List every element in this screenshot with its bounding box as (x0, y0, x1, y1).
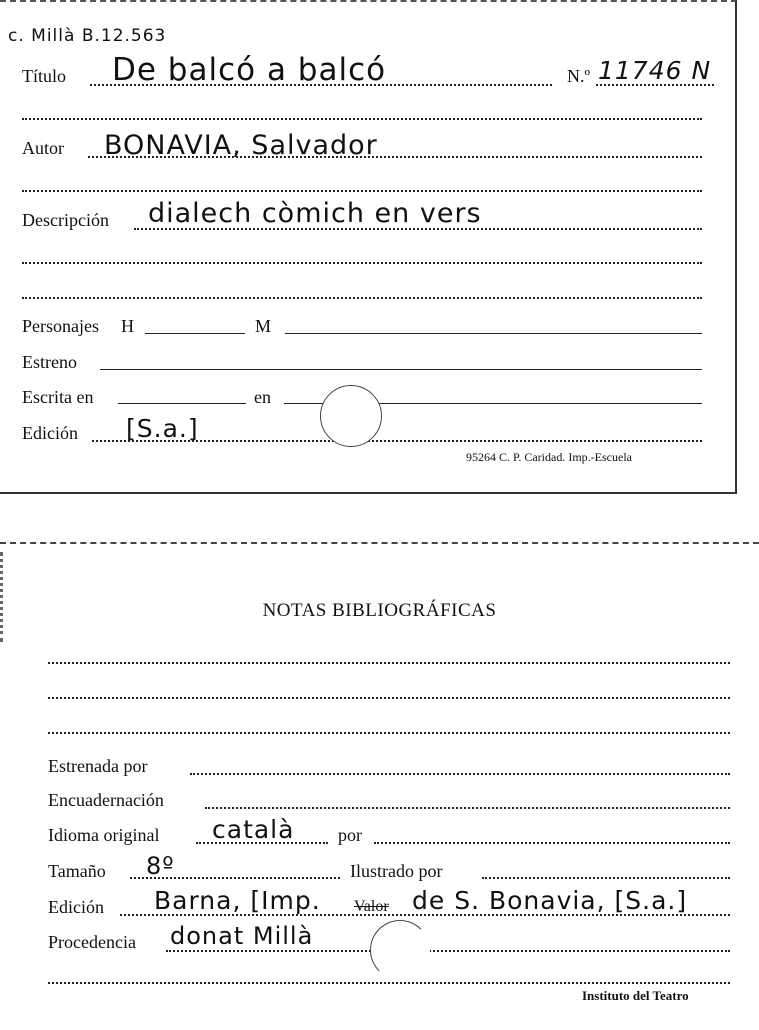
titulo-line (90, 84, 552, 86)
edicion-value: [S.a.] (126, 414, 199, 443)
tamano-label: Tamaño (48, 861, 106, 881)
por-line (374, 842, 730, 844)
procedencia-line (166, 950, 730, 952)
edicion2-struck: Valor (354, 898, 389, 915)
printer-credit: 95264 C. P. Caridad. Imp.-Escuela (466, 450, 632, 464)
edicion2-line (120, 914, 730, 916)
notas-line-1 (48, 662, 730, 664)
tamano-line (130, 877, 340, 879)
tamano-value: 8º (146, 852, 175, 880)
personajes-label: Personajes (22, 316, 99, 336)
descripcion-line-3 (22, 297, 702, 299)
escrita-label: Escrita en (22, 387, 94, 407)
procedencia-label: Procedencia (48, 932, 136, 952)
h-line (145, 333, 245, 334)
m-line (285, 333, 702, 334)
institution-label: Instituto del Teatro (582, 988, 689, 1003)
encuadernacion-label: Encuadernación (48, 790, 164, 810)
notas-line-3 (48, 732, 730, 734)
encuadernacion-line (205, 807, 730, 809)
estrenada-label: Estrenada por (48, 756, 148, 776)
edicion2-label: Edición (48, 897, 104, 917)
idioma-value: català (212, 815, 295, 844)
notas-heading: NOTAS BIBLIOGRÁFICAS (262, 600, 497, 621)
descripcion-value: dialech còmich en vers (148, 198, 482, 229)
idioma-label: Idioma original (48, 825, 160, 845)
m-label: M (255, 316, 272, 336)
procedencia-line-2 (48, 982, 730, 984)
notas-line-2 (48, 697, 730, 699)
titulo-line-2 (22, 118, 702, 120)
descripcion-label: Descripción (22, 210, 109, 230)
estrenada-line (190, 773, 730, 775)
numero-value: 11746 N (598, 56, 712, 85)
edicion2-value-a: Barna, [Imp. (154, 886, 321, 915)
descripcion-line (134, 228, 702, 230)
edicion-label: Edición (22, 423, 78, 443)
autor-line-2 (22, 190, 702, 192)
idioma-line (196, 842, 328, 844)
edicion2-value-b: de S. Bonavia, [S.a.] (412, 886, 688, 915)
autor-value: BONAVIA, Salvador (104, 130, 378, 161)
autor-label: Autor (22, 138, 64, 158)
titulo-label: Título (22, 66, 66, 86)
numero-label: N.º (567, 66, 591, 86)
torn-edge (0, 552, 21, 642)
procedencia-value: donat Millà (170, 922, 314, 950)
en-label: en (254, 387, 271, 407)
ilustrado-line (482, 877, 730, 879)
numero-line (596, 84, 714, 86)
autor-line (88, 156, 702, 158)
punch-hole (320, 385, 382, 447)
estreno-label: Estreno (22, 352, 77, 372)
h-label: H (121, 316, 134, 336)
ilustrado-label: Ilustrado por (350, 861, 443, 881)
punch-hole-2 (370, 920, 430, 980)
descripcion-line-2 (22, 262, 702, 264)
edicion-line (92, 440, 702, 442)
estreno-line (100, 369, 702, 370)
por-label: por (338, 825, 362, 845)
titulo-value: De balcó a balcó (112, 52, 387, 88)
escrita-line (118, 403, 246, 404)
corner-note: c. Millà B.12.563 (8, 26, 167, 46)
